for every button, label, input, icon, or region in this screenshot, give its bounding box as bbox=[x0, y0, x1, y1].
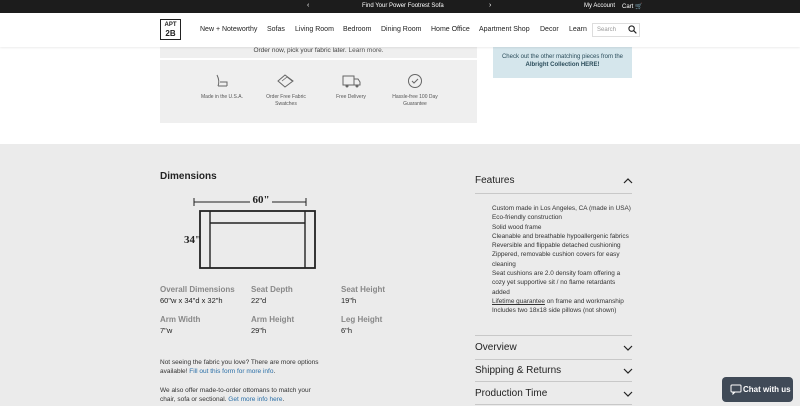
fabric-note: Not seeing the fabric you love? There are more options available! Fill out this form for more info. bbox=[160, 359, 319, 375]
chair-icon bbox=[214, 73, 230, 89]
spec-label-seat-height: Seat Height bbox=[341, 285, 386, 294]
my-account-link[interactable]: My Account bbox=[584, 3, 616, 9]
collection-promo bbox=[493, 47, 632, 78]
delivery-truck-icon bbox=[341, 73, 361, 89]
nav-bedroom[interactable]: Bedroom bbox=[343, 26, 372, 33]
feature-item: Eco-friendly construction bbox=[492, 214, 562, 222]
ottoman-note: We also offer made-to-order ottomans to match your chair, sofa or sectional. Get more info here. bbox=[160, 387, 311, 403]
promo-message[interactable]: Find Your Power Footrest Sofa bbox=[362, 3, 444, 9]
fabric-note-text: Not seeing the fabric you love? There are more options available! bbox=[160, 359, 319, 375]
nav-new-noteworthy[interactable]: New + Noteworthy bbox=[200, 26, 258, 33]
nav-apartment-shop[interactable]: Apartment Shop bbox=[479, 26, 530, 33]
return-guarantee-icon bbox=[406, 73, 424, 89]
spec-label-arm-width: Arm Width bbox=[160, 315, 201, 324]
nav-home-office[interactable]: Home Office bbox=[431, 26, 470, 33]
logo-top: APT bbox=[164, 22, 177, 28]
nav-dining-room[interactable]: Dining Room bbox=[381, 26, 422, 33]
cart-link[interactable] bbox=[622, 3, 643, 10]
feature-item-guarantee bbox=[492, 297, 632, 306]
spec-label-leg-height: Leg Height bbox=[341, 315, 383, 324]
logo-bottom: 2B bbox=[165, 29, 176, 38]
feature-item: Custom made in Los Angeles, CA (made in USA) bbox=[492, 205, 631, 212]
spec-label-overall: Overall Dimensions bbox=[160, 285, 235, 294]
lifetime-guarantee-link[interactable]: Lifetime guarantee bbox=[492, 297, 545, 305]
apt2b-logo[interactable] bbox=[160, 19, 181, 40]
diagram-depth-label: 34" bbox=[184, 234, 202, 246]
chevron-down-icon[interactable] bbox=[623, 391, 633, 398]
fabric-form-link[interactable]: Fill out this form for more info bbox=[189, 368, 274, 375]
accordion-divider bbox=[475, 381, 632, 382]
card-divider bbox=[160, 58, 477, 60]
chat-button[interactable] bbox=[722, 377, 793, 402]
chevron-down-icon[interactable] bbox=[623, 345, 633, 352]
spec-value-seat-height: 19"h bbox=[341, 296, 357, 305]
features-list bbox=[492, 204, 632, 316]
fabric-swatch-icon bbox=[276, 73, 296, 89]
accordion-divider bbox=[475, 404, 632, 405]
feature-label: Order Free Fabric Swatches bbox=[266, 94, 306, 107]
spec-value-seat-depth: 22"d bbox=[251, 296, 267, 305]
dimensions-title: Dimensions bbox=[160, 171, 217, 182]
promo-prev-icon[interactable]: ‹ bbox=[307, 2, 310, 9]
nav-decor[interactable]: Decor bbox=[540, 26, 559, 33]
cart-label: Cart bbox=[622, 4, 634, 10]
feature-made-in-usa bbox=[197, 73, 247, 101]
feature-item: Includes two 18x18 side pillows (not shown) bbox=[492, 307, 617, 315]
cart-icon: 🛒 bbox=[635, 4, 643, 10]
nav-living-room[interactable]: Living Room bbox=[295, 26, 334, 33]
feature-fabric-swatches[interactable] bbox=[261, 73, 311, 108]
collection-link[interactable]: Albright Collection HERE! bbox=[525, 62, 600, 68]
collection-promo-text: Check out the other matching pieces from the bbox=[501, 54, 624, 60]
order-now-text: Order now, pick your fabric later. bbox=[253, 47, 347, 54]
spec-value-arm-width: 7"w bbox=[160, 326, 173, 335]
features-heading[interactable]: Features bbox=[475, 175, 515, 186]
spec-label-arm-height: Arm Height bbox=[251, 315, 295, 324]
site-header bbox=[0, 13, 800, 47]
spec-value-leg-height: 6"h bbox=[341, 326, 353, 335]
ottoman-note-text: We also offer made-to-order ottomans to match your chair, sofa or sectional. bbox=[160, 387, 311, 403]
feature-item: Reversible and flippable detached cushioning bbox=[492, 242, 621, 250]
nav-learn[interactable]: Learn bbox=[569, 26, 587, 33]
details-section bbox=[0, 144, 800, 406]
feature-guarantee bbox=[390, 73, 440, 108]
spec-value-arm-height: 29"h bbox=[251, 326, 267, 335]
search-icon[interactable] bbox=[628, 25, 637, 34]
accordion-divider bbox=[475, 359, 632, 360]
features-divider bbox=[475, 193, 632, 194]
accordion-divider bbox=[475, 335, 632, 336]
learn-more-link[interactable]: Learn more. bbox=[348, 47, 384, 54]
spec-label-seat-depth: Seat Depth bbox=[251, 285, 293, 294]
chat-label: Chat with us bbox=[743, 385, 791, 394]
feature-free-delivery bbox=[326, 73, 376, 101]
search-input[interactable]: Search bbox=[592, 23, 640, 37]
feature-item: Solid wood frame bbox=[492, 223, 542, 231]
feature-label: Free Delivery bbox=[336, 94, 366, 100]
feature-item: Cleanable and breathable hypoallergenic fabrics bbox=[492, 232, 629, 240]
promo-bar bbox=[0, 0, 800, 13]
feature-item: Seat cushions are 2.0 density foam offering a cozy yet supportive sit / no flame retardants added bbox=[492, 270, 621, 296]
chat-bubble-icon bbox=[730, 384, 742, 395]
ottoman-info-link[interactable]: Get more info here bbox=[228, 396, 283, 403]
product-benefits-card bbox=[160, 47, 477, 123]
chevron-down-icon[interactable] bbox=[623, 368, 633, 375]
shipping-returns-accordion[interactable]: Shipping & Returns bbox=[475, 365, 562, 376]
feature-item: Zippered, removable cushion covers for easy cleaning bbox=[492, 251, 620, 268]
feature-label: Hassle-free 100 Day Guarantee bbox=[392, 94, 438, 107]
spec-value-overall: 60"w x 34"d x 32"h bbox=[160, 296, 223, 305]
feature-label: Made in the U.S.A. bbox=[201, 94, 243, 100]
nav-sofas[interactable]: Sofas bbox=[267, 26, 285, 33]
promo-next-icon[interactable]: › bbox=[489, 2, 492, 9]
production-time-accordion[interactable]: Production Time bbox=[475, 388, 548, 399]
guarantee-text: on frame and workmanship bbox=[546, 297, 624, 305]
order-now-line bbox=[160, 47, 477, 54]
chevron-up-icon[interactable] bbox=[623, 177, 633, 184]
diagram-width-label: 60" bbox=[252, 194, 270, 206]
sofa-dimension-diagram bbox=[184, 193, 318, 269]
overview-accordion[interactable]: Overview bbox=[475, 342, 517, 353]
